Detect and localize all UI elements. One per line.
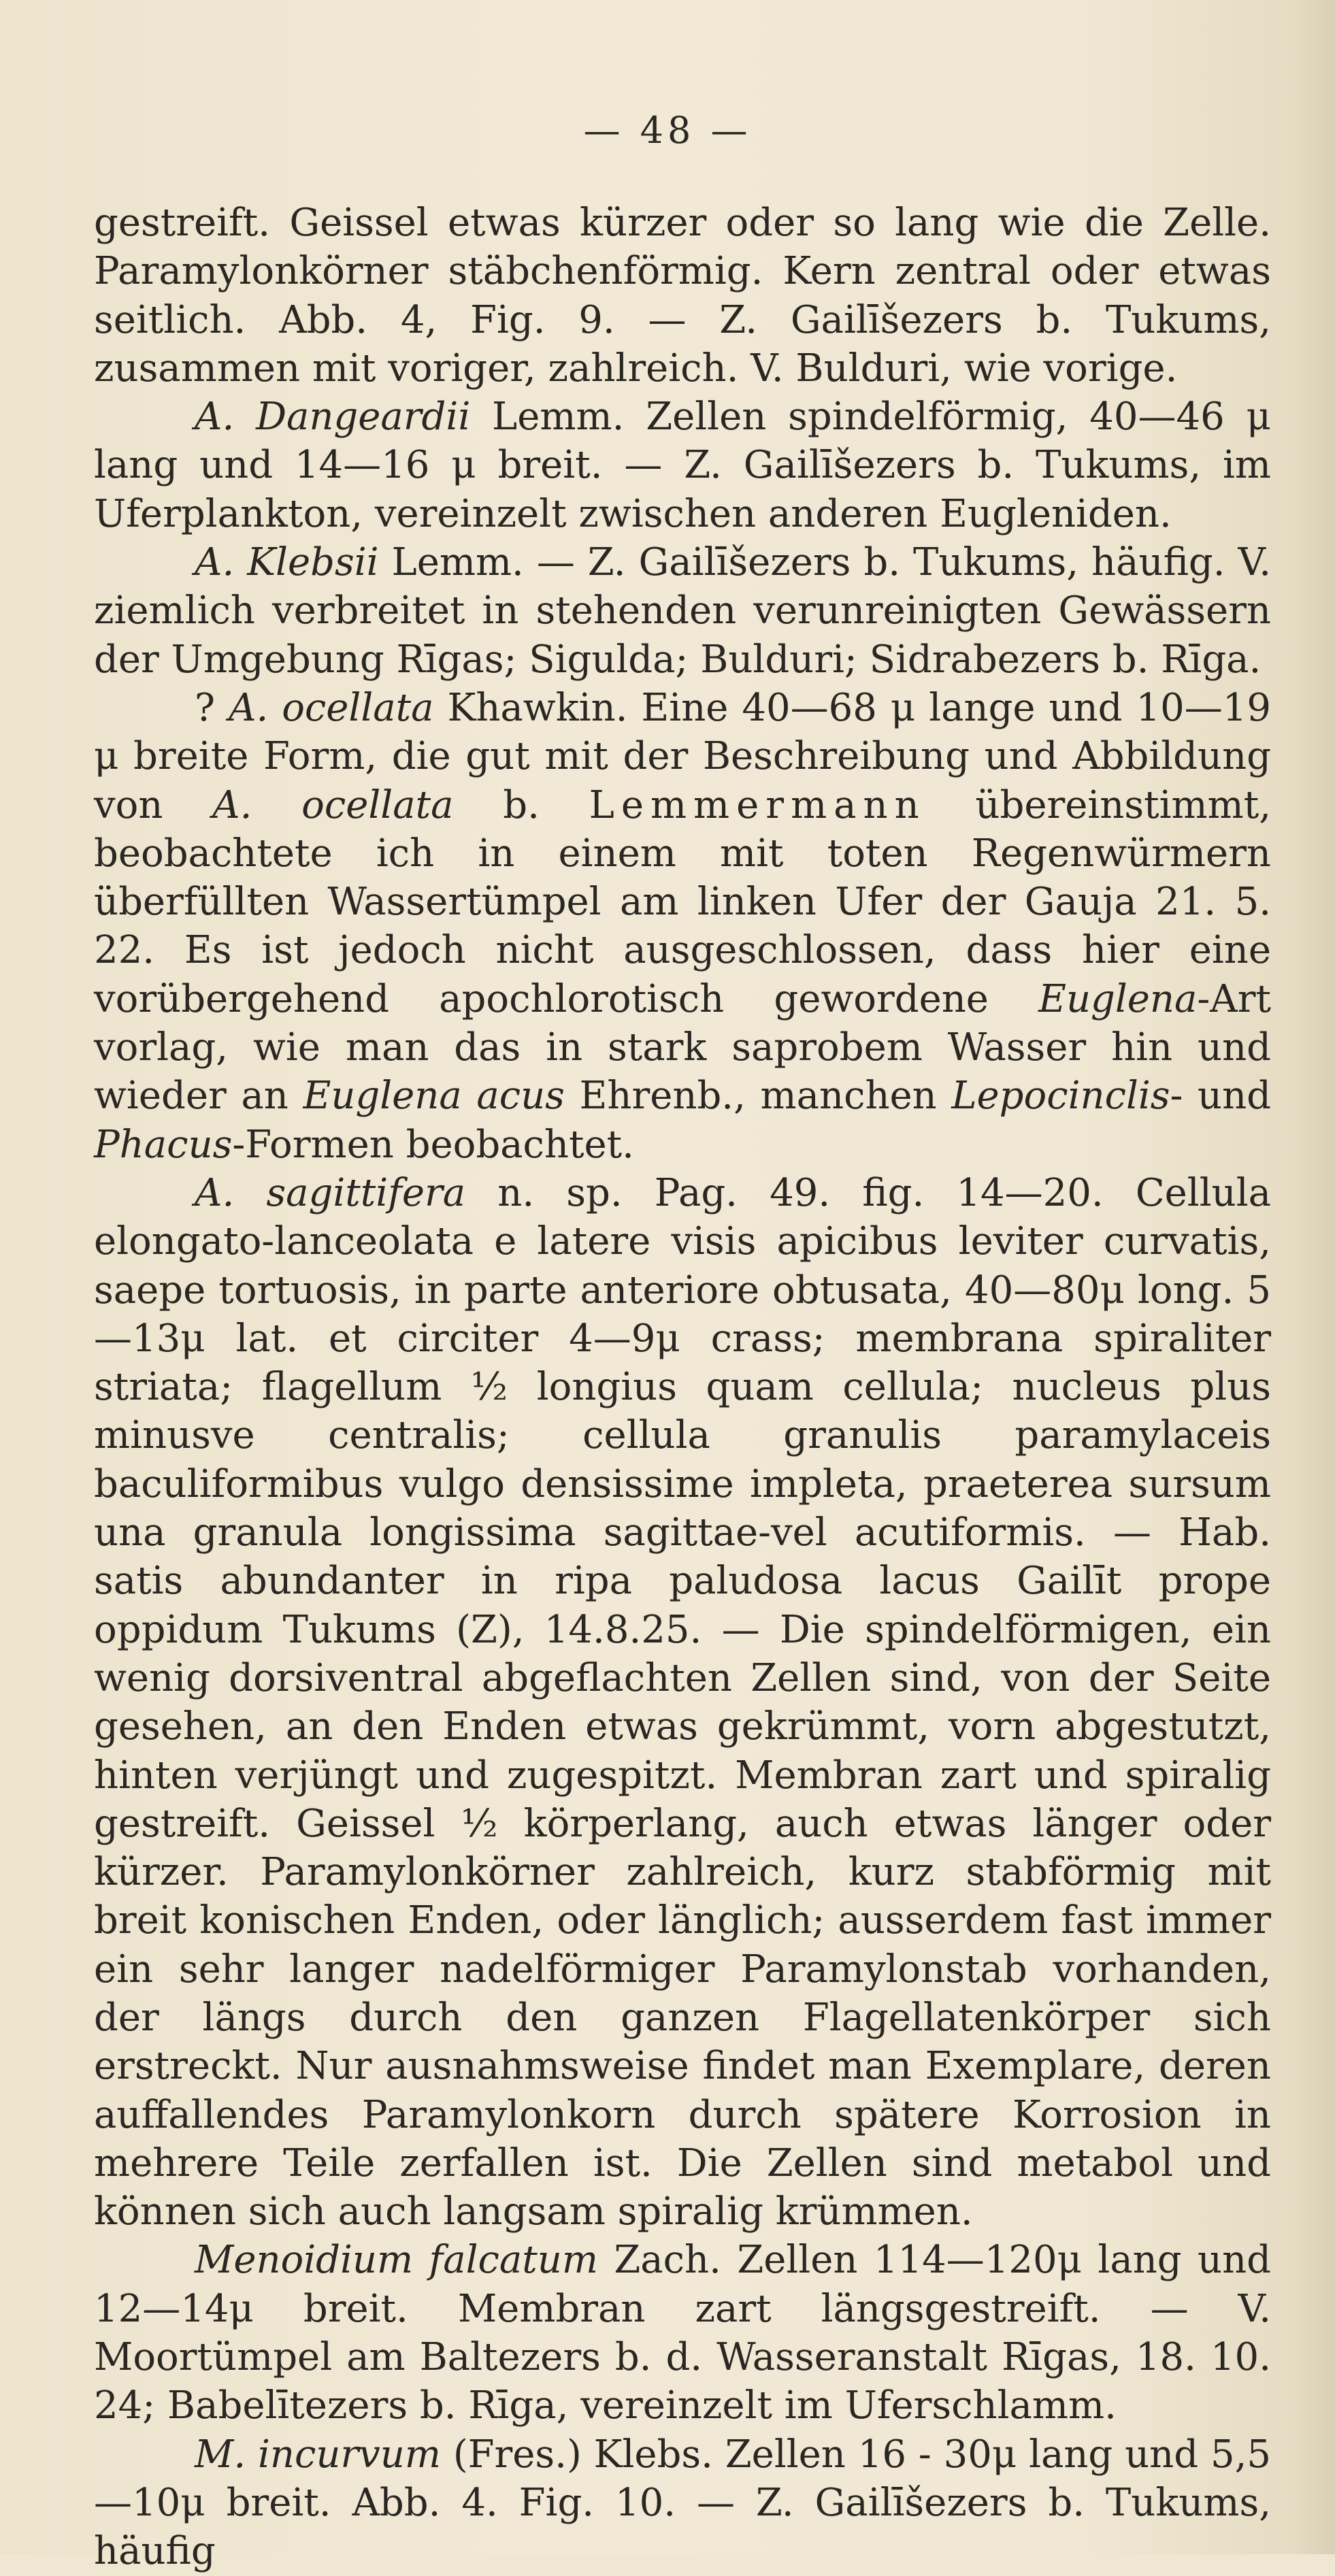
italic-taxon-name: Euglena: [1038, 976, 1198, 1021]
italic-taxon-name: Menoidium falcatum: [195, 2238, 598, 2283]
italic-taxon-name: A. ocellata: [229, 685, 434, 730]
text-run: (Fres.) Klebs. Zellen 16 - 30μ lang und 5,5—10μ breit. Abb. 4. Fig. 10. — Z. Gailīšezers b. Tukums, häufig: [94, 2432, 1272, 2574]
text-run: übereinstimmt, beobachtete ich in einem mit toten Regenwürmern überfüllten Wassertümpel am linken Ufer der Gauja 21. 5. 22. Es ist jedoch nicht ausgeschlossen, dass hier eine vorübergehend apochlorotisch gewordene: [94, 782, 1272, 1021]
italic-taxon-name: A. Klebsii: [195, 540, 379, 585]
paragraph-menoidium-incurvum: [94, 2430, 1271, 2576]
text-run: b.: [453, 782, 589, 827]
text-run: - und: [1170, 1074, 1272, 1119]
text-run: gestreift. Geissel etwas kürzer oder so lang wie die Zelle. Paramylonkörner stäbchenförmig. Kern zentral oder etwas seitlich. Abb. 4, Fig. 9. — Z. Gailīšezers b. Tukums, zusammen mit voriger, zahlreich. V. Bulduri, wie vorige.: [94, 201, 1271, 391]
italic-taxon-name: Euglena acus: [303, 1074, 565, 1119]
text-run: Ehrenb., manchen: [564, 1074, 952, 1119]
text-run: -Art vorlag, wie man das in stark saprobem Wasser hin und wieder an: [94, 976, 1271, 1119]
paragraph-ocellata: [94, 684, 1271, 1169]
paragraph-menoidium-falcatum: [94, 2236, 1271, 2430]
italic-taxon-name: A. sagittifera: [195, 1170, 466, 1215]
text-run: -Formen beobachtet.: [232, 1122, 634, 1167]
paragraph-klebsii: [94, 538, 1271, 684]
paragraph-continued: [94, 199, 1271, 393]
italic-taxon-name: M. incurvum: [195, 2432, 441, 2477]
body-text: [94, 199, 1271, 2576]
paragraph-dangeardii: [94, 393, 1271, 538]
text-run: Lemm. Zellen spindelförmig, 40—46 μ lang und 14—16 μ breit. — Z. Gailīšezers b. Tukums, im Uferplankton, vereinzelt zwischen anderen Eugleniden.: [94, 395, 1271, 536]
italic-taxon-name: A. Dangeardii: [195, 395, 471, 440]
text-run: Zach. Zellen 114—120μ lang und 12—14μ breit. Membran zart längsgestreift. — V. Moortümpel am Baltezers b. d. Wasseranstalt Rīgas, 18. 10. 24; Babelītezers b. Rīga, vereinzelt im Uferschlamm.: [94, 2238, 1272, 2428]
italic-taxon-name: Lepocinclis: [951, 1074, 1170, 1119]
page-number: — 48 —: [583, 109, 752, 152]
italic-taxon-name: Phacus: [94, 1122, 233, 1167]
text-run: ?: [195, 685, 229, 730]
text-run: n. sp. Pag. 49. fig. 14—20. Cellula elongato-lanceolata e latere visis apicibus leviter curvatis, saepe tortuosis, in parte anteriore obtusata, 40—80μ long. 5—13μ lat. et circiter 4—9μ crass; membrana spiraliter striata; flagellum ½ longius quam cellula; nucleus plus minusve centralis; cellula granulis paramylaceis baculiformibus vulgo densissime impleta, praeterea sursum una granula longissima sagittae-vel acutiformis. — Hab. satis abundanter in ripa paludosa lacus Gailīt prope oppidum Tukums (Z), 14.8.25. — Die spindelförmigen, ein wenig dorsiventral abgeflachten Zellen sind, von der Seite gesehen, an den Enden etwas gekrümmt, vorn abgestutzt, hinten verjüngt und zugespitzt. Membran zart und spiralig gestreift. Geissel ½ körperlang, auch etwas länger oder kürzer. Paramylonkörner zahlreich, kurz stabförmig mit breit konischen Enden, oder länglich; ausserdem fast immer ein sehr langer nadelförmiger Paramylonstab vorhanden, der längs durch den ganzen Flagellatenkörper sich erstreckt. Nur ausnahmsweise findet man Exemplare, deren auffallendes Paramylonkorn durch spätere Korrosion in mehrere Teile zerfallen ist. Die Zellen sind metabol und können sich auch langsam spiralig krümmen.: [94, 1170, 1271, 2234]
text-run: Khawkin. Eine 40—68 μ lange und 10—19 μ breite Form, die gut mit der Beschreibung und Abbildung von: [94, 685, 1272, 827]
italic-taxon-name: A. ocellata: [212, 782, 454, 827]
paragraph-sagittifera: [94, 1169, 1271, 2236]
spaced-author-name: Lemmermann: [589, 782, 926, 827]
text-run: Lemm. — Z. Gailīšezers b. Tukums, häufig. V. ziemlich verbreitet in stehenden verunreinigten Gewässern der Umgebung Rīgas; Sigulda; Bulduri; Sidrabezers b. Rīga.: [94, 540, 1272, 682]
